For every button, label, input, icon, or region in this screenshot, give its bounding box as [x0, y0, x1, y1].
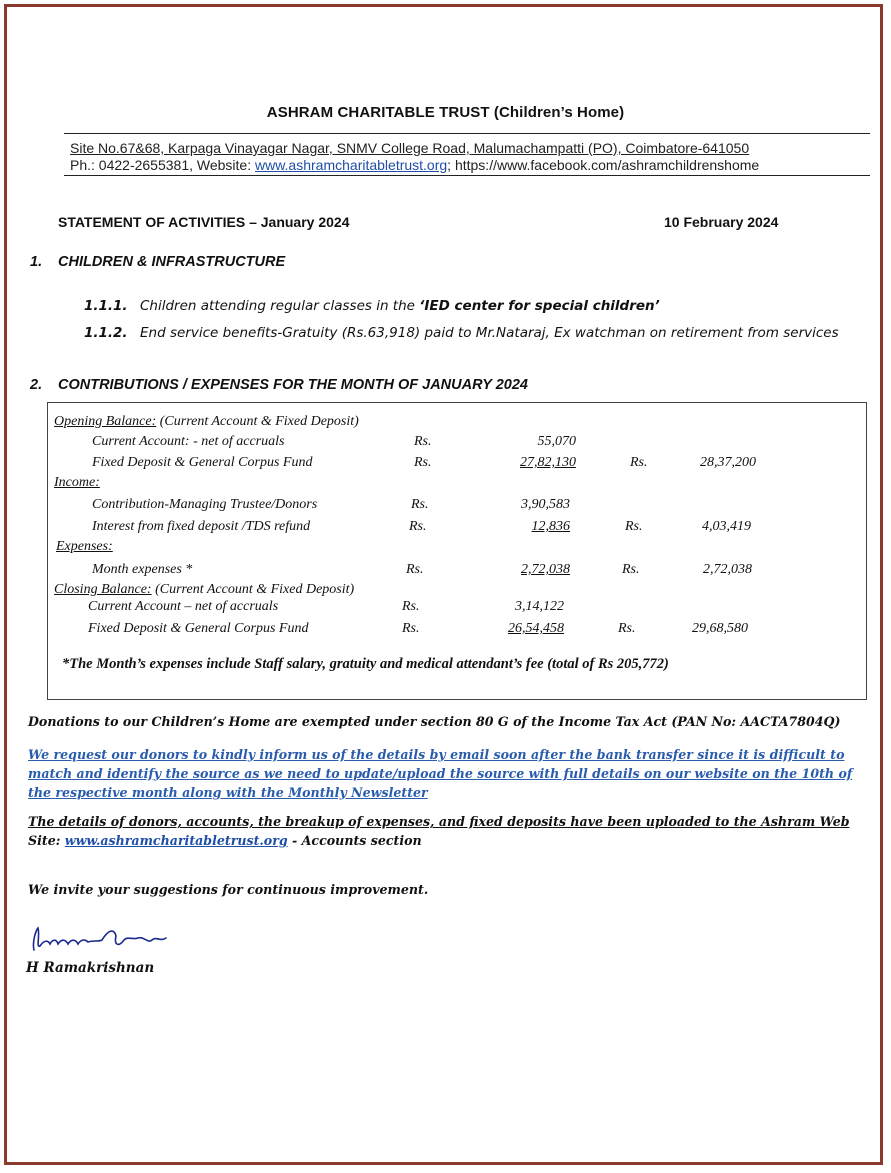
phone-label: Ph.: 0422-2655381, Website: [70, 157, 255, 173]
group-note: (Current Account & Fixed Deposit) [151, 582, 355, 597]
item-number: 1.1.2. [84, 325, 128, 341]
details-text: The details of donors, accounts, the breakup of expenses, and fixed deposits have been uploaded to the Ashram Web [28, 814, 850, 829]
section-number: 1. [30, 254, 43, 270]
website-link[interactable]: www.ashramcharitabletrust.org [254, 157, 448, 173]
statement-date: 10 February 2024 [664, 214, 779, 230]
row-currency: Rs. [409, 519, 427, 534]
row-total-currency: Rs. [622, 562, 640, 577]
activity-item [84, 325, 839, 341]
row-label: Fixed Deposit & General Corpus Fund [92, 455, 313, 470]
row-total: 4,03,419 [702, 519, 751, 534]
row-currency: Rs. [411, 497, 429, 512]
row-amount: 3,90,583 [521, 497, 570, 512]
row-total-currency: Rs. [625, 519, 643, 534]
row-total-currency: Rs. [630, 455, 648, 470]
site-label: Site: [28, 833, 65, 848]
activity-item [84, 298, 660, 314]
facebook-link[interactable]: https://www.facebook.com/ashramchildrenshome [454, 157, 760, 173]
section-title: CHILDREN & INFRASTRUCTURE [58, 254, 286, 270]
item-highlight: ‘IED center for special children’ [419, 298, 660, 314]
row-amount: 27,82,130 [520, 455, 576, 470]
signatory-name: H Ramakrishnan [26, 960, 155, 976]
org-title: ASHRAM CHARITABLE TRUST (Children’s Home) [266, 104, 625, 121]
header-rule-bottom [64, 175, 870, 176]
row-label: Interest from fixed deposit /TDS refund [92, 519, 311, 534]
site-suffix: - Accounts section [287, 833, 422, 848]
statement-title: STATEMENT OF ACTIVITIES – January 2024 [58, 214, 350, 230]
signature-image [28, 922, 188, 958]
section-number: 2. [30, 377, 43, 393]
row-amount: 2,72,038 [521, 562, 570, 577]
row-label: Contribution-Managing Trustee/Donors [92, 497, 318, 512]
item-text: Children attending regular classes in the [140, 298, 420, 314]
request-text: We request our donors to kindly inform us of the details by email soon after the bank transfer since it is difficult to match and identify the source as we need to update/upload the source with full details on our website on the 10th of the respective month along with the Monthly Newsletter [28, 747, 853, 800]
row-currency: Rs. [414, 455, 432, 470]
row-currency: Rs. [414, 434, 432, 449]
expenses-footnote: *The Month’s expenses include Staff salary, gratuity and medical attendant’s fee (total of Rs 205,772) [62, 656, 669, 672]
opening-balance-heading [54, 414, 359, 430]
address-text: Site No.67&68, Karpaga Vinayagar Nagar, SNMV College Road, Malumachampatti (PO), Coimbatore-641050 [70, 140, 750, 156]
tax-exemption-note: Donations to our Children’s Home are exempted under section 80 G of the Income Tax Act (PAN No: AACTA7804Q) [28, 714, 841, 729]
row-total: 2,72,038 [703, 562, 752, 577]
separator: ; [447, 157, 455, 173]
item-number: 1.1.1. [84, 298, 128, 314]
row-label: Month expenses * [92, 562, 193, 577]
closing-balance-heading [54, 582, 354, 598]
row-amount: 26,54,458 [508, 621, 564, 636]
row-currency: Rs. [406, 562, 424, 577]
row-total: 28,37,200 [700, 455, 756, 470]
row-total-currency: Rs. [618, 621, 636, 636]
group-label: Closing Balance: [54, 582, 152, 597]
invite-note: We invite your suggestions for continuous improvement. [28, 882, 429, 897]
accounts-site-link[interactable]: www.ashramcharitabletrust.org [64, 833, 288, 848]
section-title: CONTRIBUTIONS / EXPENSES FOR THE MONTH OF JANUARY 2024 [58, 377, 528, 393]
donor-request-note [28, 745, 873, 802]
contact-line [70, 157, 759, 173]
row-label: Current Account – net of accruals [88, 599, 279, 614]
header-rule-top [64, 133, 870, 134]
details-uploaded-note [28, 812, 873, 850]
group-note: (Current Account & Fixed Deposit) [156, 414, 359, 429]
row-total: 29,68,580 [692, 621, 748, 636]
row-currency: Rs. [402, 621, 420, 636]
row-amount: 12,836 [531, 519, 570, 534]
row-label: Current Account: - net of accruals [92, 434, 285, 449]
address-line [70, 140, 749, 156]
section-1-heading [30, 254, 285, 270]
row-label: Fixed Deposit & General Corpus Fund [88, 621, 309, 636]
row-amount: 3,14,122 [515, 599, 564, 614]
section-2-heading [30, 377, 528, 393]
group-label: Opening Balance: [54, 414, 157, 429]
expenses-heading: Expenses: [56, 539, 113, 554]
item-text: End service benefits-Gratuity (Rs.63,918) paid to Mr.Nataraj, Ex watchman on retirement from services [140, 325, 839, 341]
row-amount: 55,070 [537, 434, 576, 449]
income-heading: Income: [54, 475, 100, 490]
row-currency: Rs. [402, 599, 420, 614]
